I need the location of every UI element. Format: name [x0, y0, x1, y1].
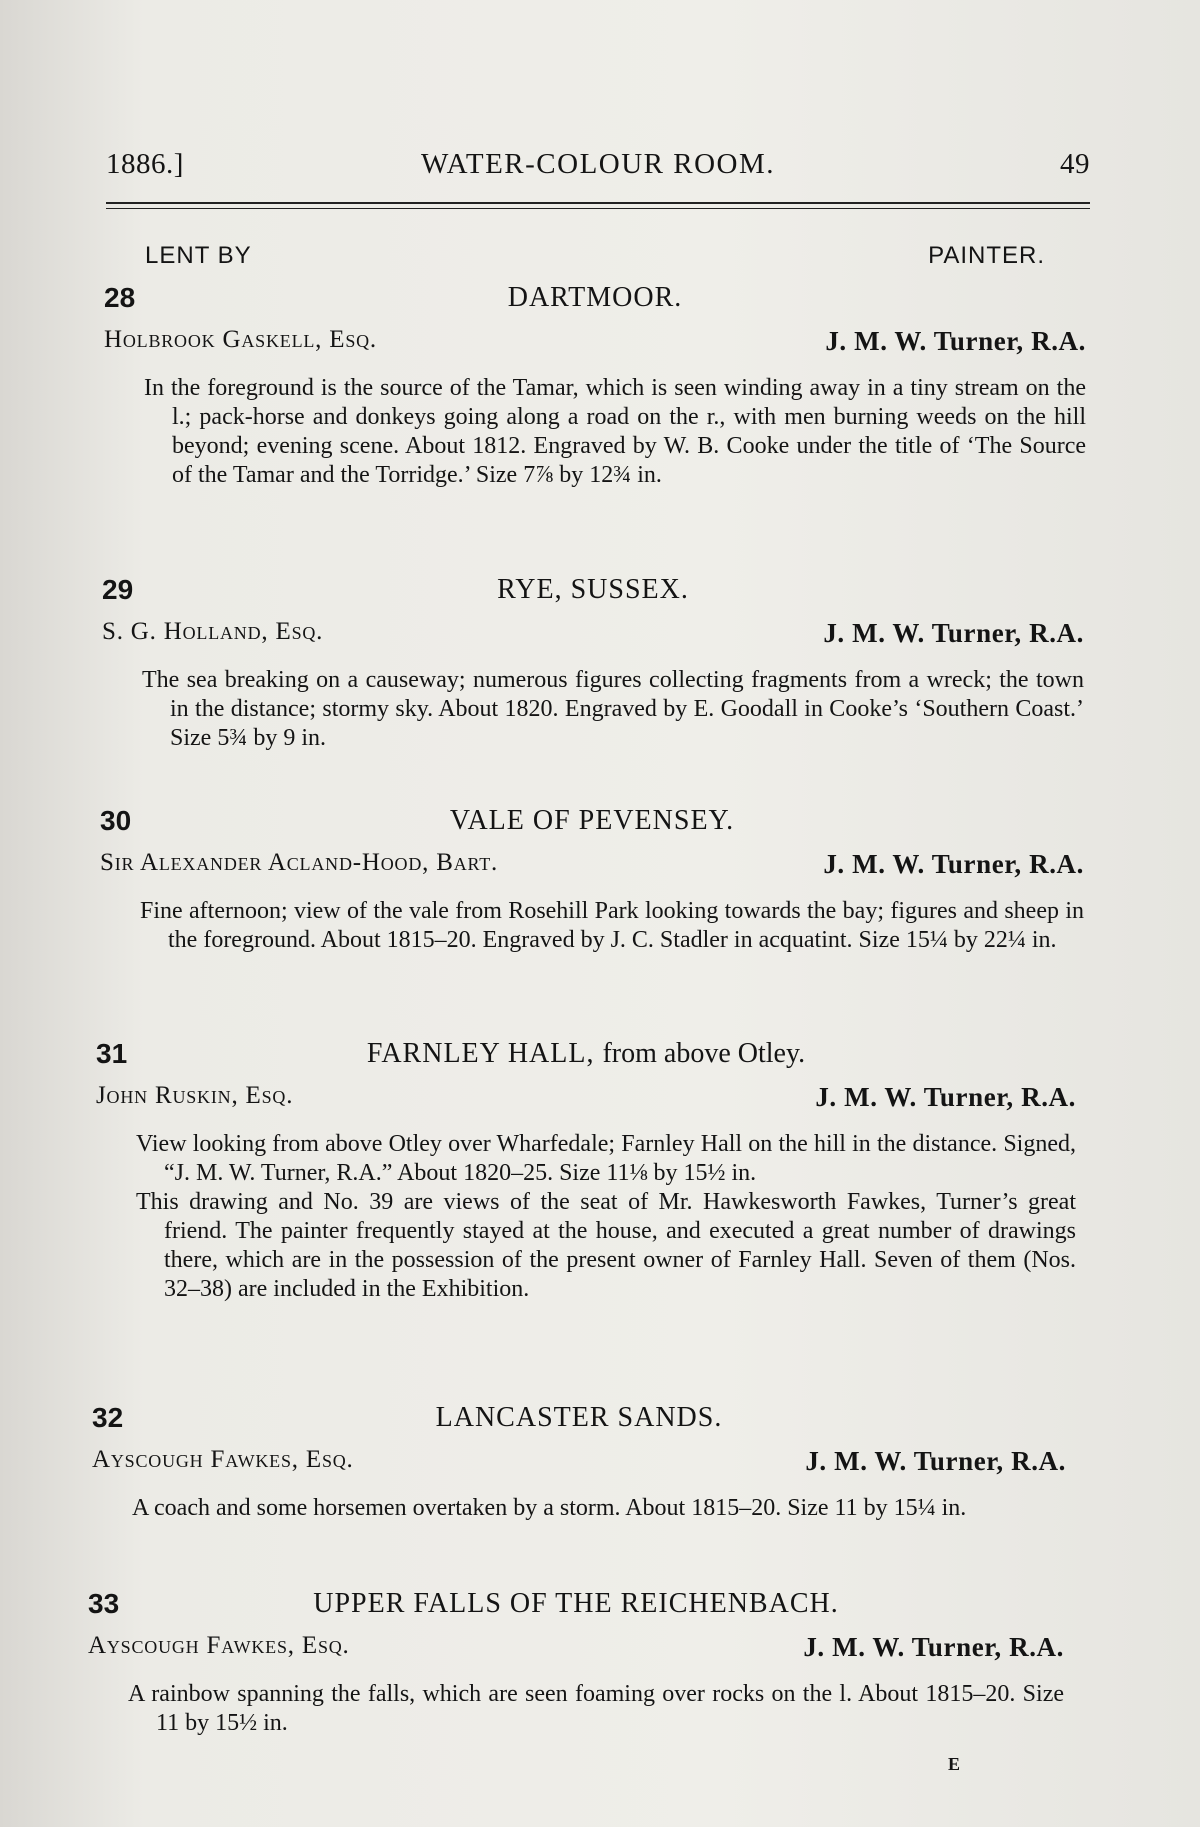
entry-title-main: FARNLEY HALL, — [366, 1038, 595, 1069]
entry-title: RYE, SUSSEX. — [497, 574, 689, 605]
entry-description: View looking from above Otley over Wharfedale; Farnley Hall on the hill in the distance. Signed, “J. M. W. Turner, R.A.” About 1820–25. Size 11⅛ by 15½ in. — [136, 1131, 1076, 1186]
entry-heading — [88, 1588, 1064, 1626]
catalogue-entry-32 — [92, 1402, 1066, 1523]
column-heads — [145, 242, 1045, 272]
signature-mark: E — [948, 1754, 961, 1774]
entry-number: 28 — [104, 282, 136, 313]
header-rule-bottom — [106, 208, 1090, 209]
entry-number: 30 — [100, 805, 132, 836]
running-head-year: 1886.] — [106, 148, 184, 180]
lender-row — [104, 326, 1086, 370]
entry-heading — [104, 282, 1086, 320]
entry-heading — [102, 574, 1084, 612]
entry-heading — [100, 805, 1084, 843]
lender-row — [92, 1446, 1066, 1490]
painter-name: J. M. W. Turner, R.A. — [823, 849, 1084, 879]
painter-name: J. M. W. Turner, R.A. — [815, 1082, 1076, 1112]
lender-name: S. G. Holland, Esq. — [102, 618, 324, 645]
lender-row — [102, 618, 1084, 662]
entry-description: In the foreground is the source of the Tamar, which is seen winding away in a tiny stream on the l.; pack-horse and donkeys going along a road on the r., with men burning weeds on the hill beyond; evening scene. About 1812. Engraved by W. B. Cooke under the title of ‘The Source of the Tamar and the Torridge.’ Size 7⅞ by 12¾ in. — [144, 375, 1086, 488]
painter-name: J. M. W. Turner, R.A. — [823, 618, 1084, 648]
entry-title — [96, 1038, 1076, 1070]
catalogue-entry-30 — [100, 805, 1084, 955]
lender-name: Sir Alexander Acland-Hood, Bart. — [100, 849, 499, 876]
header-rule-top — [106, 202, 1090, 204]
catalogue-entry-29 — [102, 574, 1084, 753]
catalogue-entry-31 — [96, 1038, 1076, 1304]
lender-name: John Ruskin, Esq. — [96, 1082, 294, 1109]
entry-number: 29 — [102, 574, 134, 605]
catalogue-entry-33 — [88, 1588, 1064, 1738]
entry-title: LANCASTER SANDS. — [435, 1402, 723, 1433]
entry-number: 32 — [92, 1402, 124, 1433]
painter-name: J. M. W. Turner, R.A. — [805, 1446, 1066, 1476]
lender-name: Holbrook Gaskell, Esq. — [104, 326, 377, 353]
running-head — [106, 148, 1090, 188]
entry-title: VALE OF PEVENSEY. — [449, 805, 735, 836]
entry-number: 31 — [96, 1038, 128, 1069]
entry-title: UPPER FALLS OF THE REICHENBACH. — [313, 1588, 839, 1619]
entry-description: A rainbow spanning the falls, which are seen foaming over rocks on the l. About 1815–20. Size 11 by 15½ in. — [128, 1681, 1064, 1736]
lender-row — [88, 1632, 1064, 1676]
lent-by-heading: LENT BY — [145, 242, 252, 269]
entry-heading — [92, 1402, 1066, 1440]
painter-name: J. M. W. Turner, R.A. — [825, 326, 1086, 356]
lender-name: Ayscough Fawkes, Esq. — [88, 1632, 350, 1659]
entry-title-sub: from above Otley. — [602, 1038, 806, 1069]
entry-number: 33 — [88, 1588, 120, 1619]
page-number: 49 — [1060, 148, 1090, 180]
entry-title: DARTMOOR. — [507, 282, 683, 313]
entry-note: This drawing and No. 39 are views of the seat of Mr. Hawkesworth Fawkes, Turner’s great friend. The painter frequently stayed at the house, and executed a great number of drawings there, which are in the possession of the present owner of Farnley Hall. Seven of them (Nos. 32–38) are included in the Exhibition. — [136, 1189, 1076, 1302]
running-head-title: WATER-COLOUR ROOM. — [420, 148, 776, 180]
painter-name: J. M. W. Turner, R.A. — [803, 1632, 1064, 1662]
entry-description: Fine afternoon; view of the vale from Rosehill Park looking towards the bay; figures and sheep in the foreground. About 1815–20. Engraved by J. C. Stadler in acquatint. Size 15¼ by 22¼ in. — [140, 898, 1084, 953]
entry-description: A coach and some horsemen overtaken by a storm. About 1815–20. Size 11 by 15¼ in. — [132, 1495, 967, 1521]
catalogue-entry-28 — [104, 282, 1086, 490]
painter-heading: PAINTER. — [928, 242, 1045, 269]
lender-row — [100, 849, 1084, 893]
entry-description: The sea breaking on a causeway; numerous figures collecting fragments from a wreck; the town in the distance; stormy sky. About 1820. Engraved by E. Goodall in Cooke’s ‘Southern Coast.’ Size 5¾ by 9 in. — [142, 667, 1084, 751]
lender-row — [96, 1082, 1076, 1126]
lender-name: Ayscough Fawkes, Esq. — [92, 1446, 354, 1473]
entry-heading — [96, 1038, 1076, 1076]
